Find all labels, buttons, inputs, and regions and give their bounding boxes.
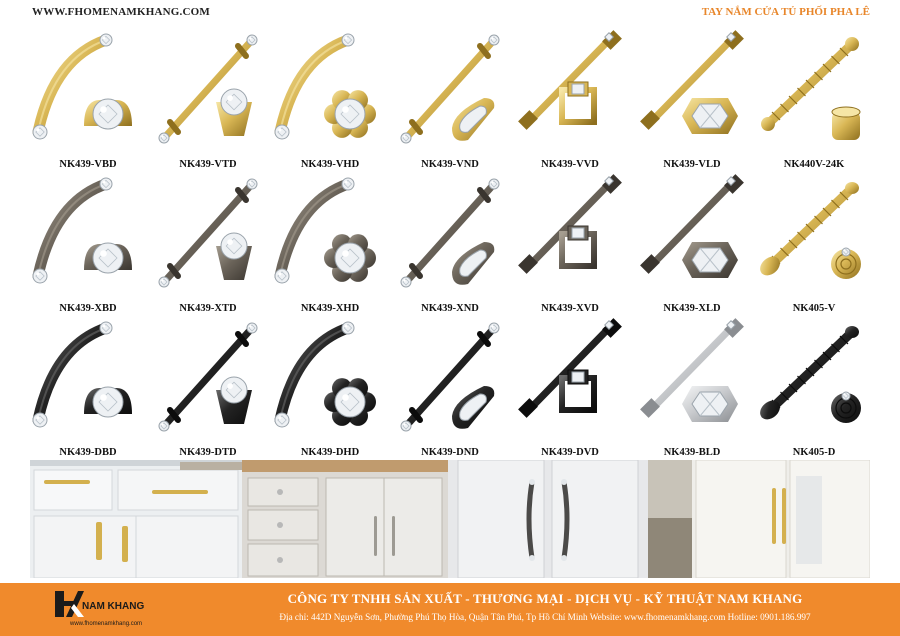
product-code: NK439-VVD: [541, 159, 599, 170]
cabinet-handle-image: [632, 172, 752, 302]
cabinet-handle-image: [754, 172, 874, 302]
cabinet-handle-image: [754, 316, 874, 446]
product-item: [632, 28, 752, 172]
application-photos: [30, 460, 870, 578]
company-address: Địa chỉ: 442D Nguyễn Sơn, Phường Phú Thọ Hòa, Quận Tân Phú, Tp Hồ Chí Minh Website: www.fhomenamkhang.com Hotline: 0901.186.997: [279, 612, 811, 622]
cabinet-handle-image: [632, 28, 752, 158]
product-code: NK440V-24K: [783, 159, 845, 170]
product-code: NK439-DBD: [59, 447, 117, 458]
cabinet-handle-image: [28, 28, 148, 158]
product-code: NK439-DTD: [179, 447, 237, 458]
cabinet-handle-image: [390, 172, 510, 302]
product-row: [28, 28, 878, 172]
product-code: NK439-XND: [421, 303, 479, 314]
product-code: NK439-VHD: [300, 159, 360, 170]
product-item: [270, 28, 390, 172]
photo-white-cabinet-gold-handles: [30, 460, 242, 578]
cabinet-handle-image: [270, 316, 390, 446]
product-item: [510, 316, 630, 460]
cabinet-handle-image: [148, 172, 268, 302]
catalog-title: TAY NẮM CỬA TỦ PHỐI PHA LÊ: [701, 6, 870, 18]
cabinet-handle-image: [754, 28, 874, 158]
product-item: [148, 28, 268, 172]
product-item: [270, 172, 390, 316]
cabinet-handle-image: [270, 28, 390, 158]
product-item: [390, 316, 510, 460]
product-row: [28, 172, 878, 316]
product-item: [632, 172, 752, 316]
product-item: [148, 172, 268, 316]
cabinet-handle-image: [632, 316, 752, 446]
product-code: NK439-VND: [421, 159, 479, 170]
product-item: [270, 316, 390, 460]
product-item: [390, 172, 510, 316]
product-item: [28, 172, 148, 316]
cabinet-handle-image: [28, 316, 148, 446]
company-footer: [0, 583, 900, 636]
product-code: NK439-VTD: [179, 159, 237, 170]
product-item: [510, 172, 630, 316]
cabinet-handle-image: [390, 316, 510, 446]
cabinet-handle-image: [148, 316, 268, 446]
product-item: [754, 172, 874, 316]
nk-logo-icon: [52, 587, 86, 621]
product-code: NK439-XLD: [663, 303, 721, 314]
cabinet-handle-image: [390, 28, 510, 158]
company-name: CÔNG TY TNHH SẢN XUẤT - THƯƠNG MẠI - DỊCH VỤ - KỸ THUẬT NAM KHANG: [287, 591, 803, 606]
product-item: [148, 316, 268, 460]
product-item: [510, 28, 630, 172]
product-code: NK439-DVD: [541, 447, 599, 458]
nam-khang-logo: [52, 587, 172, 633]
product-code: NK439-DND: [421, 447, 479, 458]
photo-grey-door-handles: [448, 460, 648, 578]
cabinet-handle-image: [510, 316, 630, 446]
cabinet-handle-image: [510, 28, 630, 158]
product-code: NK439-XHD: [300, 303, 360, 314]
product-code: NK405-V: [792, 303, 836, 314]
product-code: NK439-XBD: [59, 303, 117, 314]
product-item: [754, 28, 874, 172]
product-code: NK439-VBD: [59, 159, 117, 170]
product-item: [390, 28, 510, 172]
cabinet-handle-image: [510, 172, 630, 302]
product-code: NK439-XTD: [179, 303, 237, 314]
product-code: NK439-VLD: [663, 159, 721, 170]
product-item: [28, 28, 148, 172]
product-code: NK439-DHD: [300, 447, 360, 458]
product-row: [28, 316, 878, 460]
cabinet-handle-image: [270, 172, 390, 302]
cabinet-handle-image: [148, 28, 268, 158]
photo-wardrobe-gold-handles: [648, 460, 870, 578]
product-item: [632, 316, 752, 460]
cabinet-handle-image: [28, 172, 148, 302]
logo-brand-name: NAM KHANG: [82, 601, 145, 612]
product-item: [754, 316, 874, 460]
product-code: NK439-XVD: [541, 303, 599, 314]
website-header: WWW.FHOMENAMKHANG.COM: [32, 6, 210, 18]
product-code: NK405-D: [792, 447, 836, 458]
product-item: [28, 316, 148, 460]
photo-kitchen-drawers: [242, 460, 448, 578]
product-code: NK439-BLD: [663, 447, 721, 458]
product-grid: [28, 28, 878, 460]
logo-website: www.fhomenamkhang.com: [70, 621, 143, 627]
